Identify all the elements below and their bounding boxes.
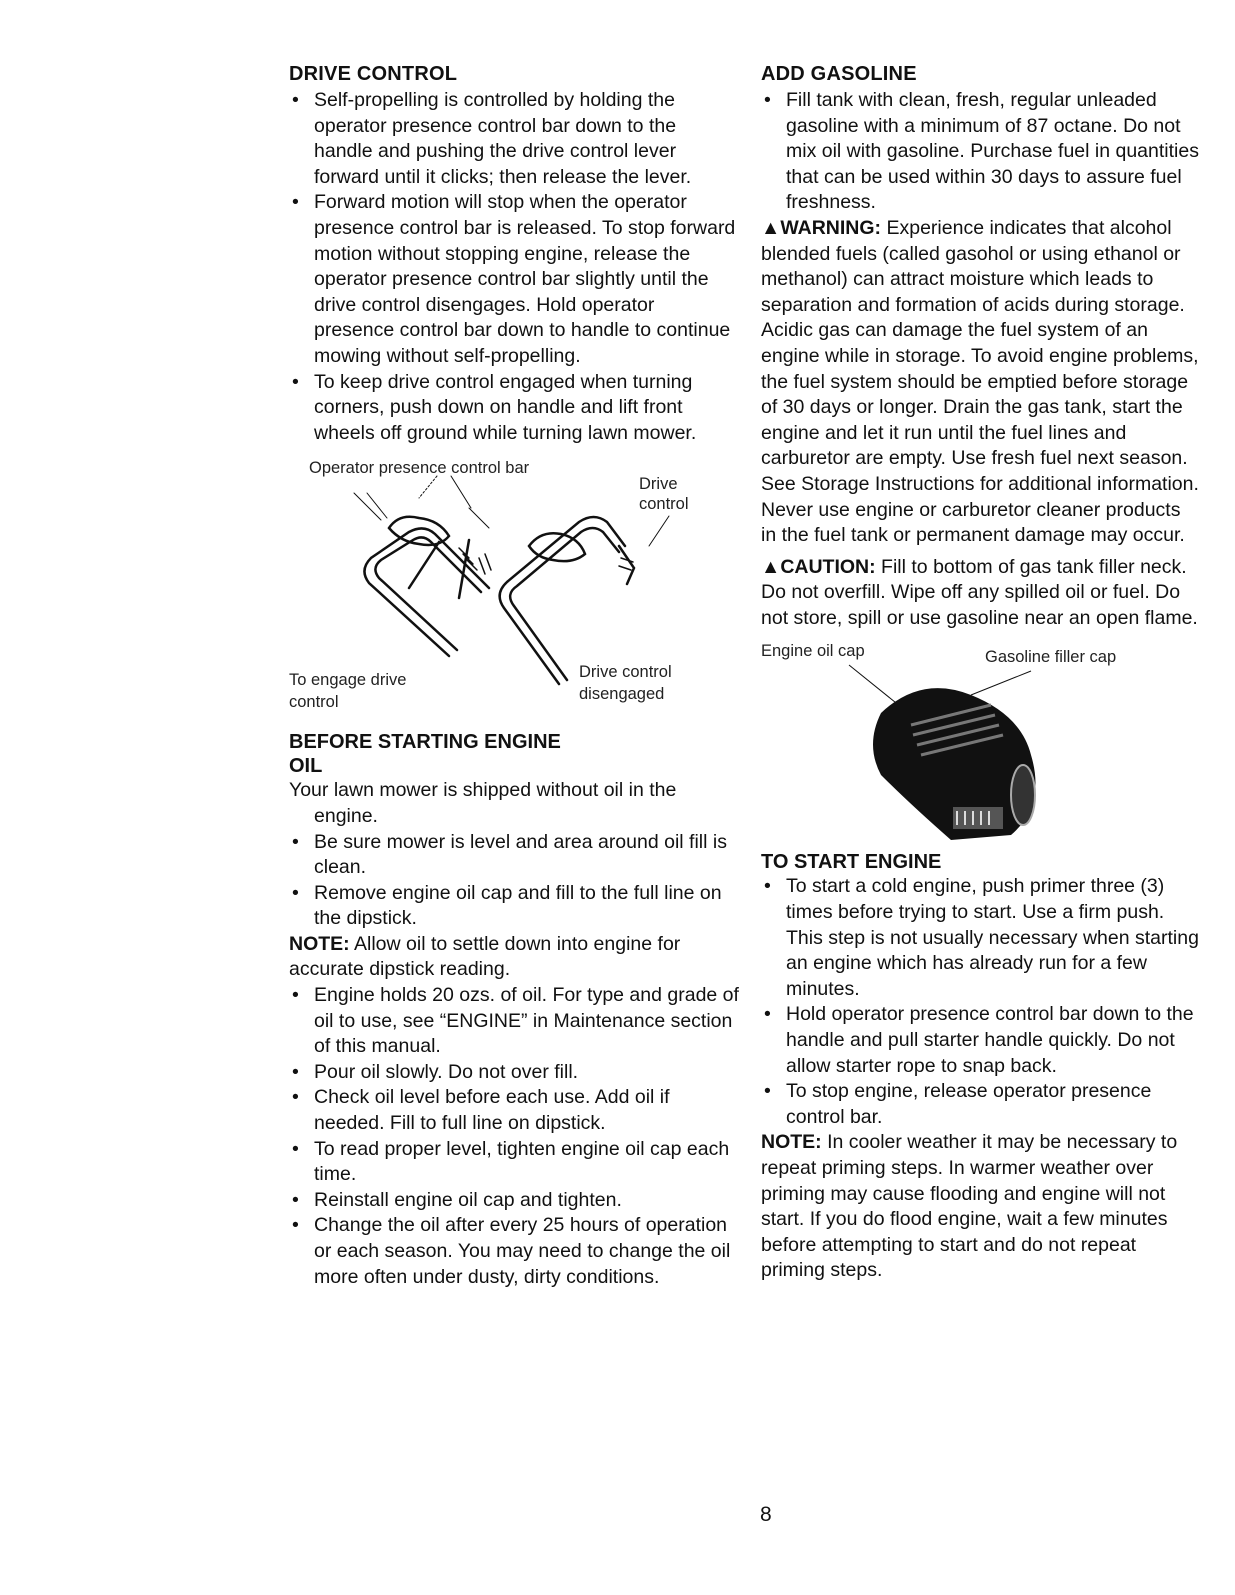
list-item: • Change the oil after every 25 hours of operation or each season. You may need to change the oil more often under dusty, dirty conditions.: [289, 1213, 739, 1290]
to-start-heading: TO START ENGINE: [761, 851, 942, 874]
list-item: • Be sure mower is level and area around oil fill is clean.: [289, 830, 739, 881]
figure-label-control: control: [639, 495, 689, 514]
list-item: • Pour oil slowly. Do not over fill.: [289, 1060, 739, 1086]
drive-control-figure: [289, 458, 739, 716]
start-note: [761, 1130, 1201, 1284]
warning-paragraph: [761, 216, 1201, 549]
oil-list-b: [289, 983, 739, 1290]
oil-intro-2: engine.: [314, 804, 378, 827]
figure-label-engage-2: control: [289, 693, 339, 712]
drive-control-heading: DRIVE CONTROL: [289, 63, 458, 85]
warning-text: Experience indicates that alcohol blended fuels (called gasohol or using ethanol or methanol) can attract moisture which leads to separation and formation of acids during storage. Acidic gas can damage the fuel system of an engine while in storage. To avoid engine problems, the fuel system should be emptied before storage of 30 days or longer. Drain the gas tank, start the engine and let it run until the fuel lines and carburetor are empty. Use fresh fuel next season. See Storage Instructions for additional information. Never use engine or carburetor cleaner products in the fuel tank or permanent damage may occur.: [761, 216, 1199, 547]
list-item: • To keep drive control engaged when turning corners, push down on handle and lift front wheels off ground while turning lawn mower.: [289, 370, 739, 447]
caution-paragraph: [761, 555, 1201, 632]
note-text: In cooler weather it may be necessary to repeat priming steps. In warmer weather over priming may cause flooding and engine will not start. If you do flood engine, wait a few minutes before attempting to start and do not repeat priming steps.: [761, 1131, 1178, 1282]
note-text: Allow oil to settle down into engine for accurate dipstick reading.: [289, 932, 681, 981]
before-starting-heading: BEFORE STARTING ENGINE: [289, 731, 561, 754]
oil-note: [289, 932, 739, 983]
add-gasoline-list: [761, 88, 1201, 216]
engine-illustration: [761, 635, 1201, 840]
list-item: • Reinstall engine oil cap and tighten.: [289, 1188, 739, 1214]
figure-label-filler-cap: Gasoline filler cap: [985, 648, 1117, 667]
note-label: NOTE:: [289, 932, 350, 955]
caution-label: CAUTION:: [780, 555, 876, 578]
note-label: NOTE:: [761, 1131, 822, 1154]
right-column: [761, 62, 1201, 1284]
left-column: [289, 62, 739, 1290]
list-item: • Remove engine oil cap and fill to the full line on the dipstick.: [289, 881, 739, 932]
caution-text: Fill to bottom of gas tank filler neck. Do not overfill. Wipe off any spilled oil or fuel. Do not store, spill or use gasoline near an open flame.: [761, 555, 1198, 629]
figure-label-engage: To engage drive: [289, 671, 407, 690]
list-item: • To stop engine, release operator presence control bar.: [761, 1079, 1201, 1130]
oil-list-a: [289, 830, 739, 932]
figure-label-disengaged-2: disengaged: [579, 685, 665, 704]
list-item: • Engine holds 20 ozs. of oil. For type and grade of oil to use, see “ENGINE” in Maintenance section of this manual.: [289, 983, 739, 1060]
oil-intro: Your lawn mower is shipped without oil in the: [289, 779, 677, 802]
oil-subheading: OIL: [289, 755, 323, 778]
list-item: • Hold operator presence control bar down to the handle and pull starter handle quickly. Do not allow starter rope to snap back.: [761, 1002, 1201, 1079]
figure-label-opc-bar: Operator presence control bar: [309, 459, 530, 478]
figure-label-oil-cap: Engine oil cap: [761, 642, 865, 661]
figure-label-disengaged: Drive control: [579, 663, 672, 682]
warning-label: WARNING:: [780, 216, 882, 239]
page-number: 8: [760, 1503, 772, 1526]
figure-label-drive: Drive: [639, 475, 678, 494]
drive-control-list: [289, 88, 739, 446]
add-gasoline-heading: ADD GASOLINE: [761, 63, 917, 85]
caution-icon: ▲: [761, 555, 781, 578]
list-item: • To read proper level, tighten engine oil cap each time.: [289, 1137, 739, 1188]
list-item: • Fill tank with clean, fresh, regular unleaded gasoline with a minimum of 87 octane. Do not mix oil with gasoline. Purchase fuel in quantities that can be used within 30 days to assure fuel freshness.: [761, 88, 1201, 216]
engine-figure: [761, 635, 1201, 840]
before-starting-section: [289, 730, 739, 1290]
to-start-list: [761, 874, 1201, 1130]
list-item: • Self-propelling is controlled by holding the operator presence control bar down to the handle and pushing the drive control lever forward until it clicks; then release the lever.: [289, 88, 739, 190]
list-item: • Forward motion will stop when the operator presence control bar is released. To stop forward motion without stopping engine, release the operator presence control bar slightly until the drive control disengages. Hold operator presence control bar down to handle to continue mowing without self-propelling.: [289, 190, 739, 369]
warning-icon: ▲: [761, 216, 781, 239]
list-item: • Check oil level before each use. Add oil if needed. Fill to full line on dipstick.: [289, 1085, 739, 1136]
list-item: • To start a cold engine, push primer three (3) times before trying to start. Use a firm push. This step is not usually necessary when starting an engine which has already run for a few minutes.: [761, 874, 1201, 1002]
